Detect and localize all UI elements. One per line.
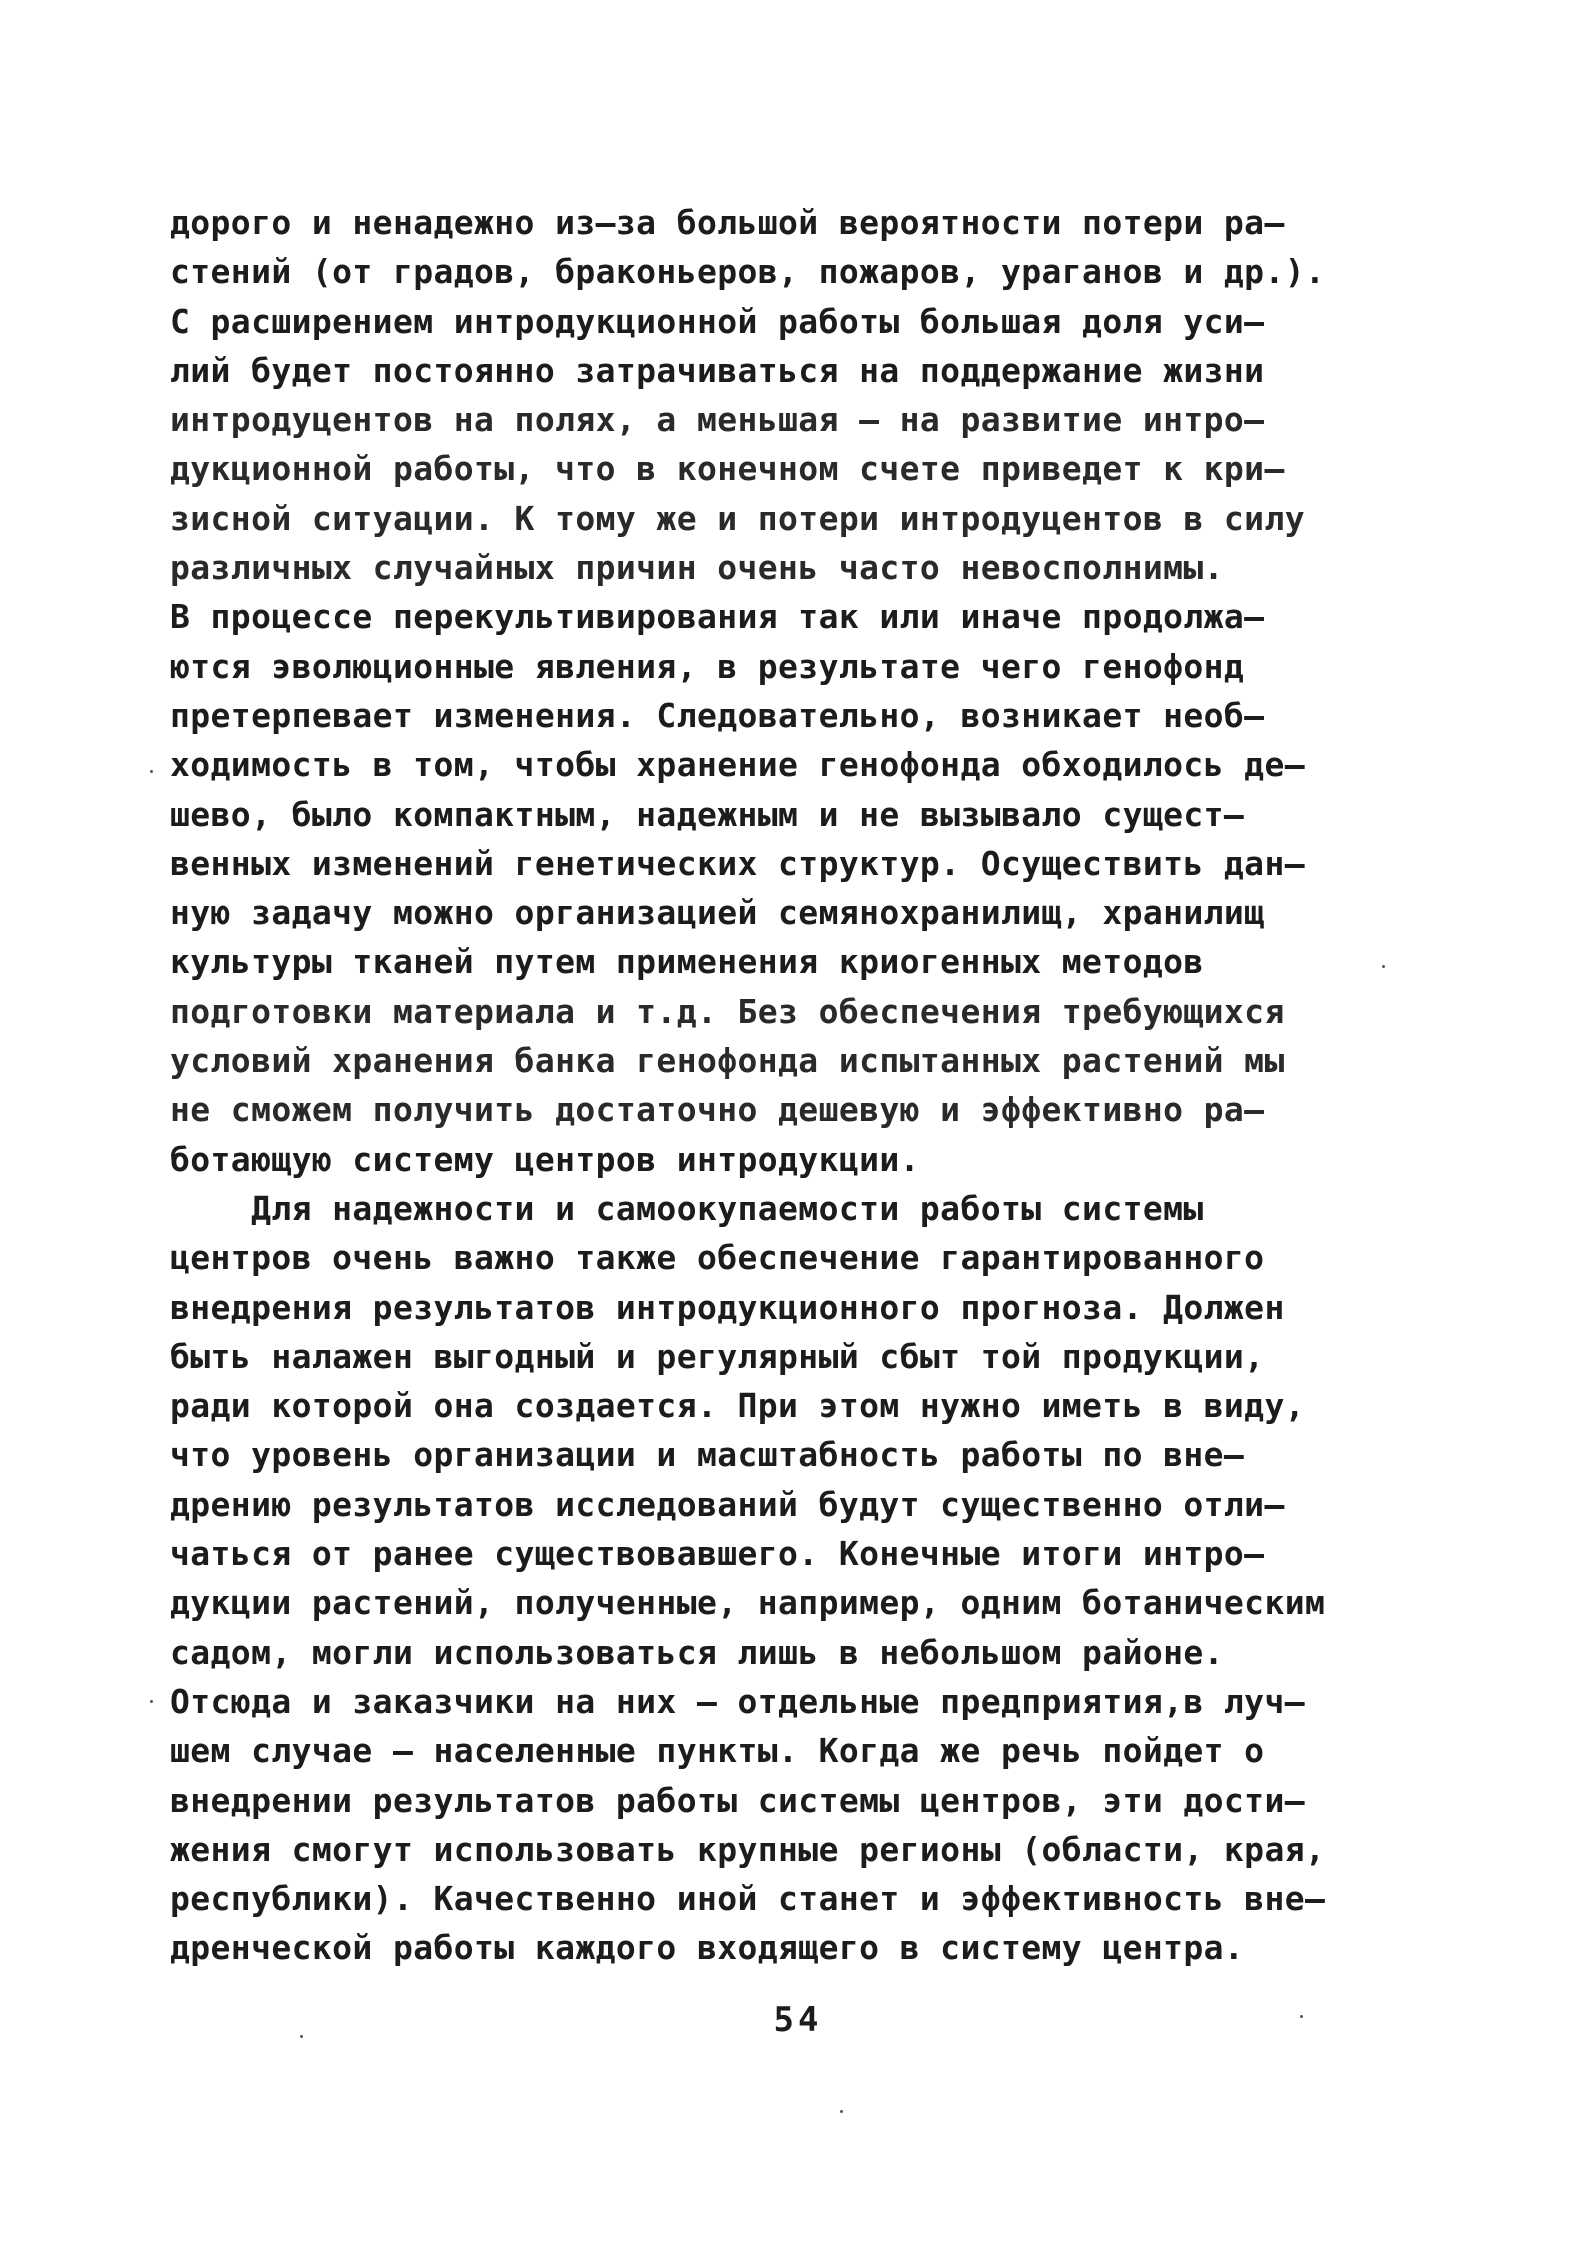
text-line: садом, могли использоваться лишь в небольшом районе. [170,1632,1224,1672]
text-line: чаться от ранее существовавшего. Конечные итоги интро– [170,1534,1265,1574]
text-line: культуры тканей путем применения криогенных методов [170,942,1204,982]
page-number: 54 [773,2000,823,2040]
text-line: центров очень важно также обеспечение гарантированного [170,1238,1265,1278]
text-line: С расширением интродукционной работы большая доля уси– [170,301,1265,341]
scan-speck [1382,965,1385,968]
text-line: ную задачу можно организацией семянохранилищ, хранилищ [170,893,1265,933]
text-line: внедрения результатов интродукционного прогноза. Должен [170,1287,1285,1327]
text-line: дукционной работы, что в конечном счете приведет к кри– [170,449,1285,489]
text-line: дорого и ненадежно из–за большой вероятности потери ра– [170,203,1285,242]
text-line: подготовки материала и т.д. Без обеспечения требующихся [170,991,1285,1031]
text-line: не сможем получить достаточно дешевую и эффективно ра– [170,1090,1265,1130]
scan-speck [300,2035,303,2038]
text-line: дрению результатов исследований будут существенно отли– [170,1484,1285,1524]
text-line: В процессе перекультивирования так или иначе продолжа– [170,597,1265,637]
scan-speck [840,2110,843,2113]
text-line: ради которой она создается. При этом нужно иметь в виду, [170,1386,1305,1426]
text-line: ходимость в том, чтобы хранение генофонда обходилось де– [170,745,1305,785]
text-line: что уровень организации и масштабность работы по вне– [170,1435,1245,1475]
paragraph-start-line: Для надежности и самоокупаемости работы системы [170,1188,1204,1228]
text-line: быть налажен выгодный и регулярный сбыт той продукции, [170,1336,1265,1376]
scan-speck [150,770,153,773]
text-line: стений (от градов, браконьеров, пожаров, ураганов и др.). [170,252,1326,292]
text-line: шем случае – населенные пункты. Когда же речь пойдет о [170,1731,1265,1771]
text-line: различных случайных причин очень часто невосполнимы. [170,548,1224,588]
text-line: претерпевает изменения. Следовательно, возникает необ– [170,695,1265,735]
text-line: ются эволюционные явления, в результате чего генофонд [170,646,1245,686]
text-line: республики). Качественно иной станет и эффективность вне– [170,1879,1326,1919]
text-line: условий хранения банка генофонда испытанных растений мы [170,1041,1285,1081]
text-line: дренческой работы каждого входящего в систему центра. [170,1928,1245,1968]
text-line: шево, было компактным, надежным и не вызывало сущест– [170,794,1245,834]
text-line: ботающую систему центров интродукции. [170,1139,920,1179]
text-line: зисной ситуации. К тому же и потери интродуцентов в силу [170,498,1305,538]
text-line: Отсюда и заказчики на них – отдельные предприятия,в луч– [170,1681,1305,1721]
scan-speck [1300,2015,1303,2018]
text-line: внедрении результатов работы системы центров, эти дости– [170,1780,1305,1820]
text-line: дукции растений, полученные, например, одним ботаническим [170,1583,1326,1623]
text-line: лий будет постоянно затрачиваться на поддержание жизни [170,350,1265,390]
scan-speck [150,1700,153,1703]
text-line: жения смогут использовать крупные регионы (области, края, [170,1829,1326,1869]
text-line: интродуцентов на полях, а меньшая – на развитие интро– [170,400,1265,440]
body-text [170,198,1460,1973]
text-line: венных изменений генетических структур. Осуществить дан– [170,843,1305,883]
